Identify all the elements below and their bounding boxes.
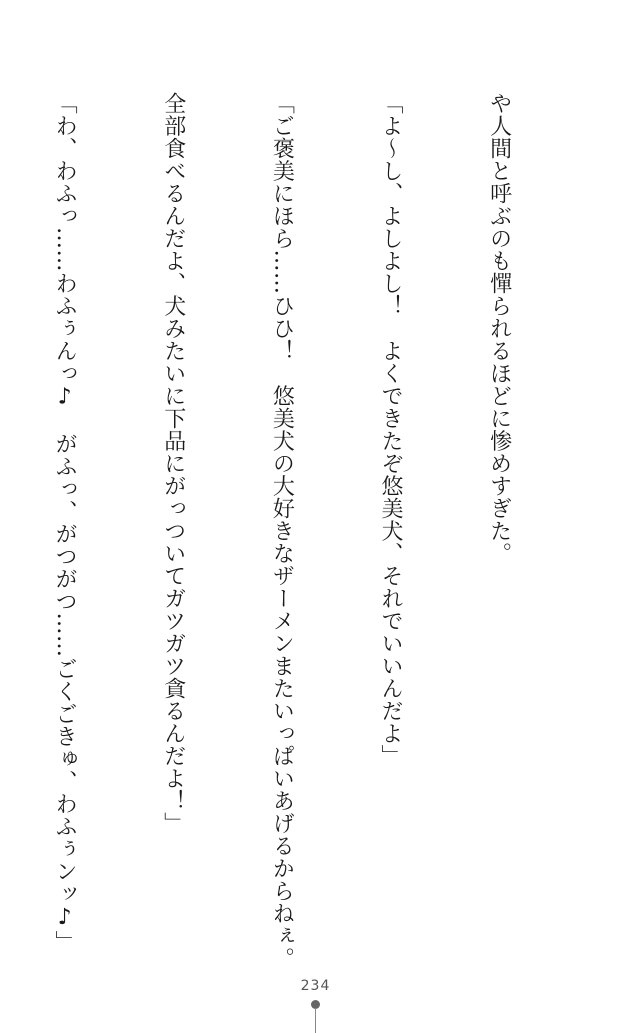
text-line: や人間と呼ぶのも憚られるほどに惨めすぎた。 xyxy=(486,92,512,565)
page-number: 234 xyxy=(300,978,331,994)
text-line: 全部食べるんだよ、犬みたいに下品にがっついてガツガツ貪るんだよ！」 xyxy=(160,92,186,835)
vertical-text-block xyxy=(29,92,589,970)
text-line: 「わ、わふっ……わふぅんっ♪ がふっ、がつがつ……ごくごきゅ、わふぅンッ♪」 xyxy=(52,92,78,953)
text-line: 「ご褒美にほら……ひひ！ 悠美犬の大好きなザーメンまたいっぱいあげるからねぇ。 xyxy=(269,92,295,970)
text-line: 「よ～し、よしよし！ よくできたぞ悠美犬、それでいいんだよ」 xyxy=(377,92,403,767)
folio-rule-ornament xyxy=(315,1008,316,1033)
